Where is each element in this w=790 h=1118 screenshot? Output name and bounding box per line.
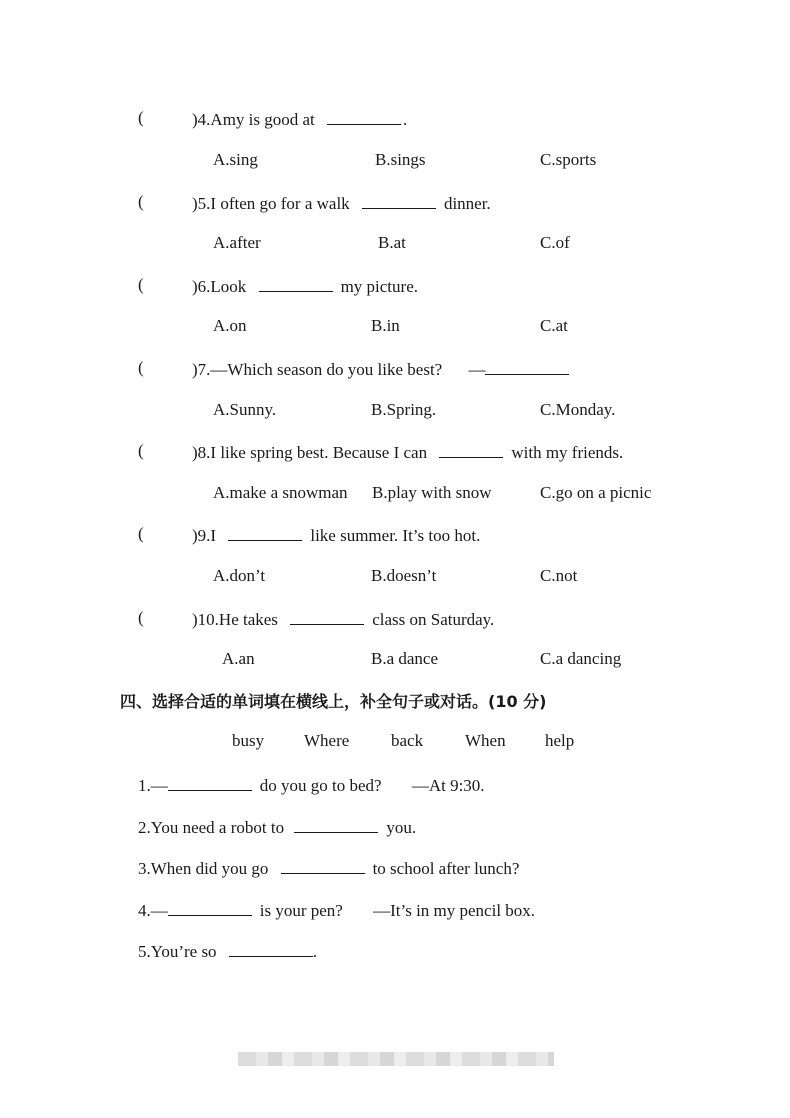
blurred-footer <box>238 1052 554 1066</box>
option-b: B.a dance <box>371 649 439 668</box>
answer-blank <box>294 816 378 833</box>
answer-blank <box>439 441 503 458</box>
question-tail: dinner. <box>443 194 491 213</box>
item-text: do you go to bed? <box>259 776 382 795</box>
option-c: C.not <box>540 566 578 585</box>
word-bank-item: Where <box>304 731 350 750</box>
word-bank-item: help <box>545 731 575 750</box>
question-tail: with my friends. <box>511 443 624 462</box>
fill-item-5 <box>138 940 317 962</box>
answer-paren-open: ( <box>138 524 144 543</box>
option-c: C.a dancing <box>540 649 622 668</box>
option-a: A.after <box>213 233 261 252</box>
paren-close: ) <box>192 610 198 629</box>
option-c: C.at <box>540 316 568 335</box>
question-number: 8. <box>197 443 211 462</box>
question-number: 5. <box>197 194 211 213</box>
option-b: B.play with snow <box>372 483 492 502</box>
item-lead: You’re so <box>150 942 217 961</box>
option-b: B.Spring. <box>371 400 437 419</box>
option-c: C.go on a picnic <box>540 483 652 502</box>
answer-blank <box>327 108 401 125</box>
question-number: 10. <box>197 610 219 629</box>
item-text: you. <box>386 818 417 837</box>
answer-blank <box>362 192 436 209</box>
paren-close: ) <box>192 110 198 129</box>
item-number: 5. <box>138 942 151 961</box>
option-b: B.at <box>378 233 406 252</box>
fill-item-2 <box>138 816 416 838</box>
question-tail: like summer. It’s too hot. <box>310 526 481 545</box>
answer-paren-open: ( <box>138 192 144 211</box>
answer-paren-open: ( <box>138 441 144 460</box>
question-tail: . <box>403 110 408 129</box>
item-text: is your pen? <box>259 901 343 920</box>
answer-paren-open: ( <box>138 108 144 127</box>
question-text: Amy is good at <box>210 110 315 129</box>
question-number: 7. <box>197 360 211 379</box>
answer-blank <box>168 774 252 791</box>
item-text: to school after lunch? <box>372 859 520 878</box>
question-text: I often go for a walk <box>210 194 350 213</box>
question-text: I <box>210 526 217 545</box>
question-number: 4. <box>197 110 211 129</box>
option-a: A.don’t <box>213 566 266 585</box>
item-lead: You need a robot to <box>150 818 285 837</box>
fill-item-1 <box>138 774 485 796</box>
item-number: 3. <box>138 859 151 878</box>
answer-blank <box>290 608 364 625</box>
item-reply: —At 9:30. <box>411 776 485 795</box>
answer-paren-open: ( <box>138 275 144 294</box>
fill-item-3 <box>138 857 519 879</box>
paren-close: ) <box>192 443 198 462</box>
item-number: 4. <box>138 901 151 920</box>
word-bank-item: back <box>391 731 424 750</box>
reply-dash: — <box>468 360 486 379</box>
item-reply: —It’s in my pencil box. <box>373 901 536 920</box>
paren-close: ) <box>192 526 198 545</box>
question-tail: my picture. <box>340 277 418 296</box>
question-text: I like spring best. Because I can <box>210 443 428 462</box>
word-bank-item: busy <box>232 731 265 750</box>
answer-blank <box>168 899 252 916</box>
option-b: B.doesn’t <box>371 566 437 585</box>
option-a: A.sing <box>213 150 258 169</box>
answer-blank <box>485 358 569 375</box>
option-c: C.sports <box>540 150 597 169</box>
option-b: B.in <box>371 316 400 335</box>
answer-paren-open: ( <box>138 608 144 627</box>
option-a: A.make a snowman <box>213 483 348 502</box>
option-a: A.an <box>222 649 255 668</box>
fill-item-4 <box>138 899 535 921</box>
section-score: (10 分) <box>488 692 547 711</box>
answer-blank <box>228 524 302 541</box>
answer-blank <box>281 857 365 874</box>
answer-blank <box>259 275 333 292</box>
item-number: 1. <box>138 776 151 795</box>
item-lead: When did you go <box>150 859 269 878</box>
section-title: 四、选择合适的单词填在横线上，补全句子或对话。 <box>120 692 489 711</box>
option-c: C.of <box>540 233 570 252</box>
answer-blank <box>229 940 313 957</box>
option-a: A.on <box>213 316 247 335</box>
item-lead: — <box>150 776 168 795</box>
option-a: A.Sunny. <box>213 400 277 419</box>
question-number: 6. <box>197 277 211 296</box>
item-text: . <box>312 942 318 961</box>
item-number: 2. <box>138 818 151 837</box>
paren-close: ) <box>192 277 198 296</box>
question-text: Look <box>210 277 247 296</box>
option-c: C.Monday. <box>540 400 616 419</box>
paren-close: ) <box>192 360 198 379</box>
section-heading <box>120 689 546 712</box>
word-bank-item: When <box>465 731 506 750</box>
question-text: —Which season do you like best? <box>210 360 443 379</box>
question-text: He takes <box>218 610 278 629</box>
answer-paren-open: ( <box>138 358 144 377</box>
item-lead: — <box>150 901 168 920</box>
question-tail: class on Saturday. <box>372 610 495 629</box>
question-number: 9. <box>197 526 211 545</box>
paren-close: ) <box>192 194 198 213</box>
option-b: B.sings <box>375 150 426 169</box>
